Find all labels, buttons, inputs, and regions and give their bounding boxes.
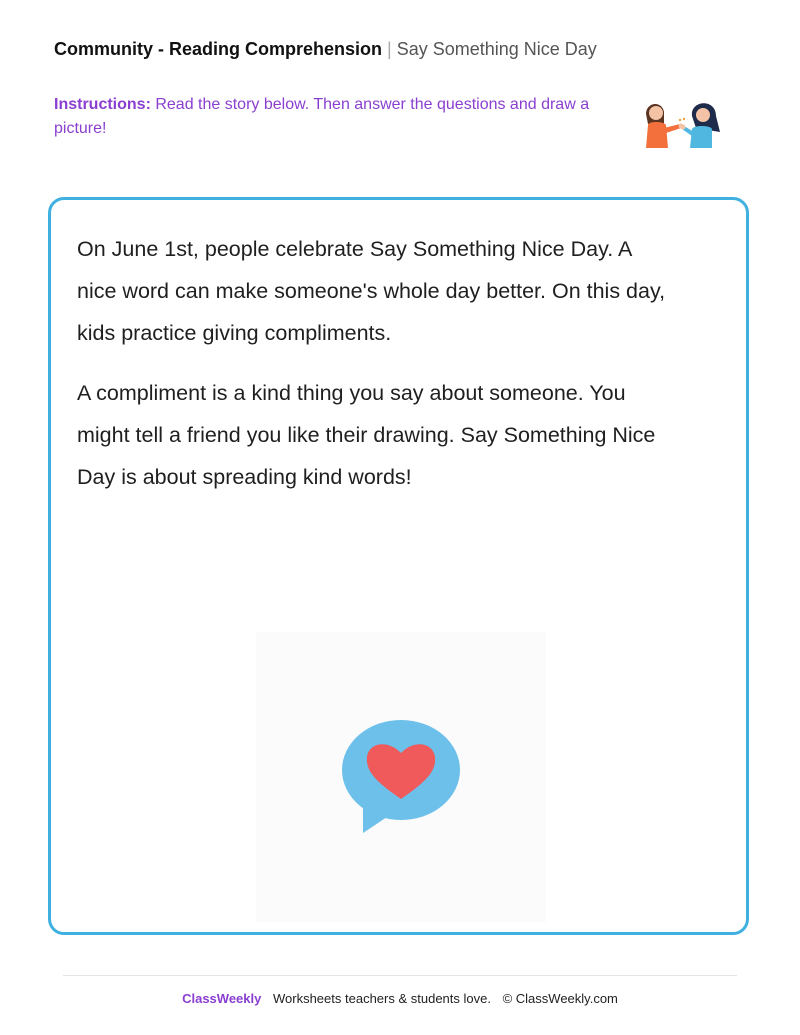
story-paragraph: A compliment is a kind thing you say about someone. You might tell a friend you like their drawing. Say Something Nice Day is about spreading kind words! xyxy=(77,381,656,489)
footer-divider xyxy=(63,975,737,976)
footer xyxy=(0,990,800,1008)
story-paragraph: On June 1st, people celebrate Say Something Nice Day. A nice word can make someone's whole day better. On this day, kids practice giving compliments. xyxy=(77,237,666,345)
footer-brand: ClassWeekly xyxy=(182,991,262,1006)
footer-tagline: Worksheets teachers & students love. xyxy=(272,991,491,1006)
two-people-talking-icon xyxy=(640,98,728,154)
worksheet-title: Community - Reading Comprehension xyxy=(54,39,383,59)
worksheet-header xyxy=(54,37,606,61)
story-text xyxy=(77,228,667,516)
instructions-label: Instructions: xyxy=(54,96,151,113)
title-separator: | xyxy=(387,39,392,59)
instructions xyxy=(54,93,614,141)
heart-speech-bubble-icon xyxy=(341,715,461,835)
instructions-text: Read the story below. Then answer the questions and draw a picture! xyxy=(54,96,590,137)
footer-copyright: © ClassWeekly.com xyxy=(502,991,618,1006)
worksheet-subtitle: Say Something Nice Day xyxy=(396,39,597,59)
story-box xyxy=(48,197,749,935)
